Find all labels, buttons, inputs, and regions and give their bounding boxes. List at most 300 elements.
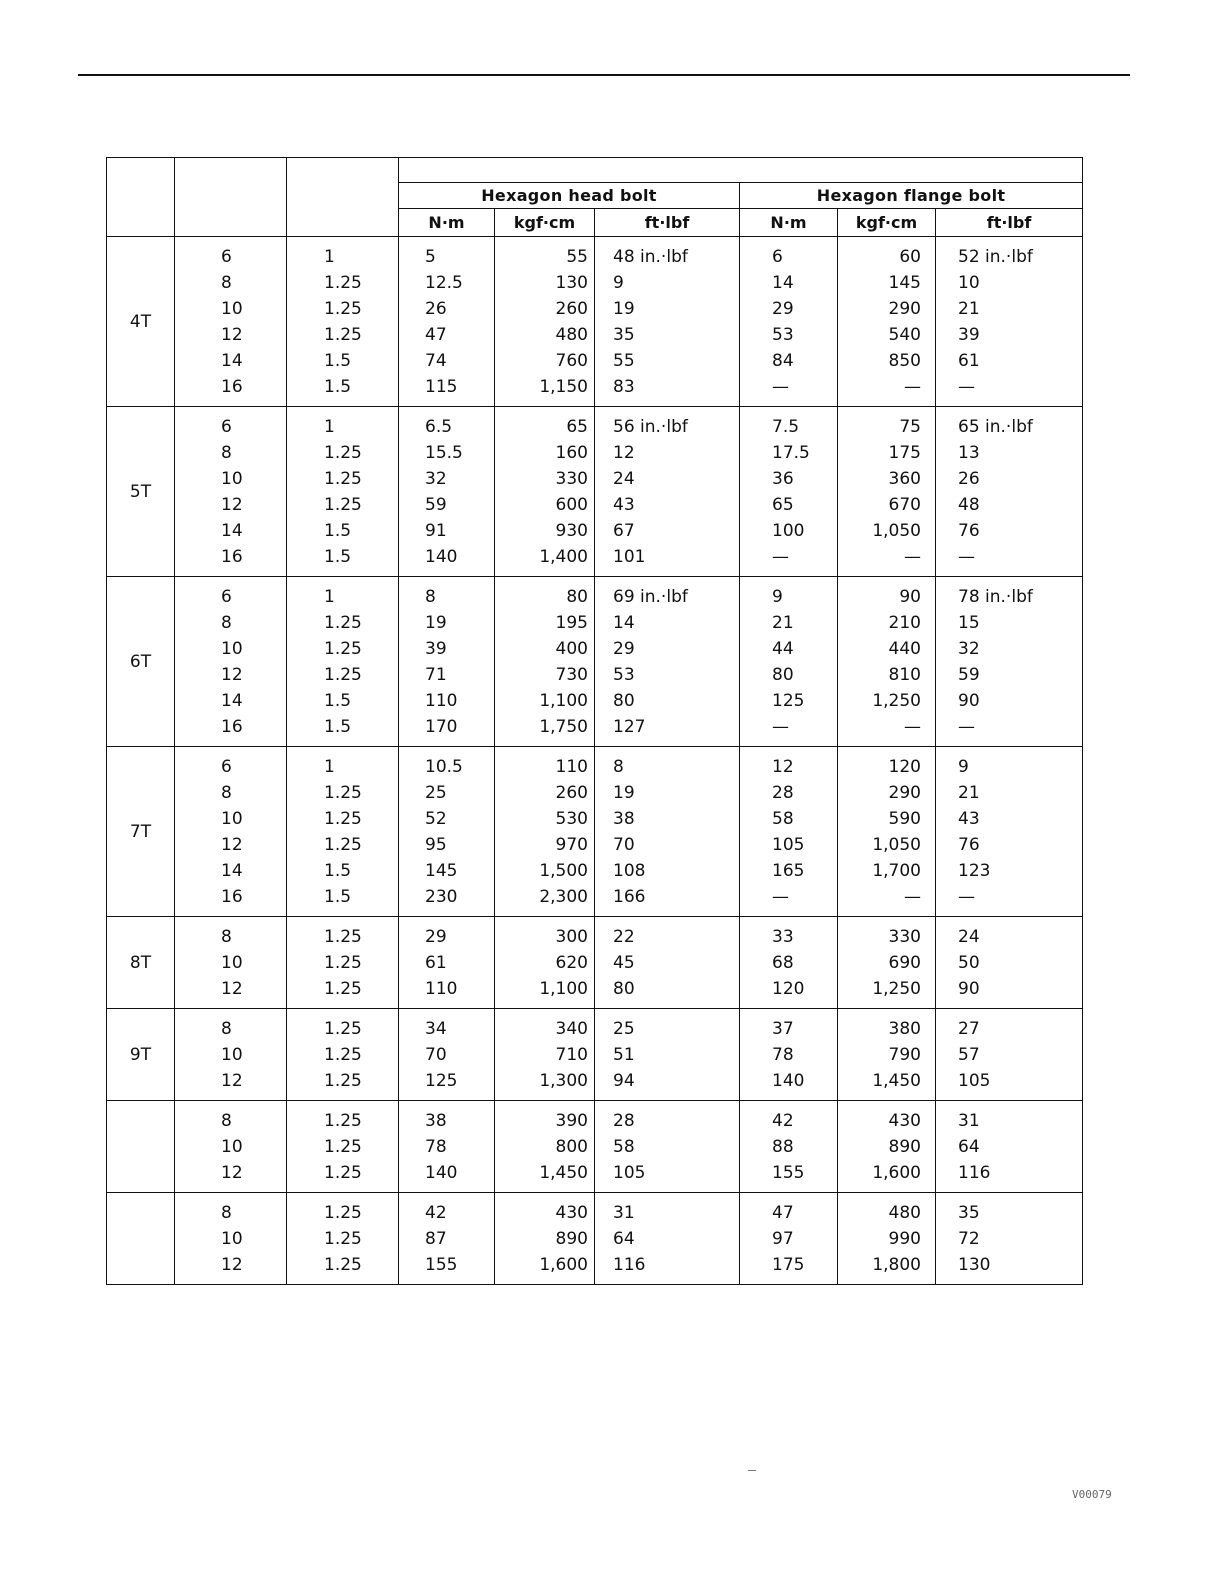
head-kgfcm-column bbox=[495, 577, 595, 747]
flange-nm-value: 6 bbox=[772, 247, 783, 267]
flange-kgfcm-value: 1,800 bbox=[872, 1255, 921, 1275]
flange-ftlbf-value: 39 bbox=[958, 325, 980, 345]
diameter-value: 10 bbox=[221, 299, 243, 319]
flange-ftlbf-value: 52 in.·lbf bbox=[958, 247, 1033, 267]
head-nm-value: 70 bbox=[425, 1045, 447, 1065]
pitch-value: 1.25 bbox=[324, 613, 362, 633]
strength-class-group bbox=[107, 1101, 1083, 1193]
head-ftlbf-value: 69 in.·lbf bbox=[613, 587, 688, 607]
head-kgfcm-value: 1,450 bbox=[539, 1163, 588, 1183]
head-ftlbf-column bbox=[595, 747, 740, 917]
head-nm-value: 32 bbox=[425, 469, 447, 489]
head-kgfcm-value: 930 bbox=[555, 521, 588, 541]
flange-ftlbf-value: 105 bbox=[958, 1071, 991, 1091]
pitch-value: 1.5 bbox=[324, 377, 352, 397]
head-ftlbf-value: 53 bbox=[613, 665, 635, 685]
diameter-column bbox=[175, 1193, 287, 1285]
unit-header: ft·lbf bbox=[595, 209, 740, 237]
pitch-value: 1.25 bbox=[324, 783, 362, 803]
head-nm-value: 140 bbox=[425, 1163, 458, 1183]
strength-class-group bbox=[107, 917, 1083, 1009]
head-kgfcm-value: 330 bbox=[555, 469, 588, 489]
flange-nm-value: 58 bbox=[772, 809, 794, 829]
flange-kgfcm-value: — bbox=[904, 717, 921, 737]
pitch-value: 1.25 bbox=[324, 299, 362, 319]
head-kgfcm-value: 970 bbox=[555, 835, 588, 855]
head-nm-value: 170 bbox=[425, 717, 458, 737]
head-ftlbf-value: 9 bbox=[613, 273, 624, 293]
diameter-value: 8 bbox=[221, 927, 232, 947]
diameter-value: 6 bbox=[221, 247, 232, 267]
diameter-value: 10 bbox=[221, 1045, 243, 1065]
pitch-value: 1.25 bbox=[324, 1045, 362, 1065]
diameter-value: 12 bbox=[221, 1255, 243, 1275]
head-nm-value: 125 bbox=[425, 1071, 458, 1091]
head-ftlbf-value: 35 bbox=[613, 325, 635, 345]
flange-nm-value: 12 bbox=[772, 757, 794, 777]
strength-class-label: 7T bbox=[107, 747, 175, 917]
diameter-value: 8 bbox=[221, 1111, 232, 1131]
flange-ftlbf-column bbox=[936, 1009, 1083, 1101]
head-nm-column bbox=[399, 747, 495, 917]
head-ftlbf-value: 22 bbox=[613, 927, 635, 947]
pitch-value: 1 bbox=[324, 587, 335, 607]
unit-header: kgf·cm bbox=[495, 209, 595, 237]
flange-ftlbf-value: 64 bbox=[958, 1137, 980, 1157]
head-nm-value: 34 bbox=[425, 1019, 447, 1039]
strength-class-label: 6T bbox=[107, 577, 175, 747]
head-ftlbf-value: 70 bbox=[613, 835, 635, 855]
head-ftlbf-value: 24 bbox=[613, 469, 635, 489]
head-nm-value: 29 bbox=[425, 927, 447, 947]
pitch-value: 1.5 bbox=[324, 717, 352, 737]
flange-ftlbf-value: 10 bbox=[958, 273, 980, 293]
head-kgfcm-value: 260 bbox=[555, 299, 588, 319]
diameter-column bbox=[175, 747, 287, 917]
flange-kgfcm-value: 890 bbox=[888, 1137, 921, 1157]
diameter-value: 10 bbox=[221, 953, 243, 973]
flange-nm-value: 78 bbox=[772, 1045, 794, 1065]
flange-kgfcm-value: 1,600 bbox=[872, 1163, 921, 1183]
pitch-value: 1.25 bbox=[324, 1255, 362, 1275]
head-nm-value: 91 bbox=[425, 521, 447, 541]
head-kgfcm-column bbox=[495, 917, 595, 1009]
head-kgfcm-value: 300 bbox=[555, 927, 588, 947]
head-kgfcm-value: 65 bbox=[566, 417, 588, 437]
head-ftlbf-value: 55 bbox=[613, 351, 635, 371]
head-kgfcm-value: 1,150 bbox=[539, 377, 588, 397]
diameter-value: 12 bbox=[221, 325, 243, 345]
flange-nm-value: 14 bbox=[772, 273, 794, 293]
flange-ftlbf-value: — bbox=[958, 717, 975, 737]
head-nm-column bbox=[399, 1193, 495, 1285]
pitch-value: 1.5 bbox=[324, 351, 352, 371]
flange-ftlbf-value: 31 bbox=[958, 1111, 980, 1131]
flange-ftlbf-value: 48 bbox=[958, 495, 980, 515]
flange-ftlbf-value: 61 bbox=[958, 351, 980, 371]
unit-header: kgf·cm bbox=[838, 209, 936, 237]
diameter-value: 12 bbox=[221, 835, 243, 855]
head-nm-value: 110 bbox=[425, 979, 458, 999]
flange-nm-column bbox=[740, 747, 838, 917]
flange-kgfcm-value: 290 bbox=[888, 299, 921, 319]
head-nm-value: 155 bbox=[425, 1255, 458, 1275]
flange-kgfcm-value: — bbox=[904, 887, 921, 907]
head-nm-value: 8 bbox=[425, 587, 436, 607]
pitch-column bbox=[287, 577, 399, 747]
flange-kgfcm-value: 60 bbox=[899, 247, 921, 267]
header-torque-cell bbox=[399, 158, 1083, 183]
head-kgfcm-value: 55 bbox=[566, 247, 588, 267]
diameter-value: 10 bbox=[221, 809, 243, 829]
flange-ftlbf-value: 72 bbox=[958, 1229, 980, 1249]
flange-ftlbf-value: 21 bbox=[958, 299, 980, 319]
head-ftlbf-value: 58 bbox=[613, 1137, 635, 1157]
flange-kgfcm-value: 690 bbox=[888, 953, 921, 973]
diameter-column bbox=[175, 237, 287, 407]
flange-nm-value: — bbox=[772, 717, 789, 737]
head-kgfcm-value: 340 bbox=[555, 1019, 588, 1039]
flange-kgfcm-column bbox=[838, 407, 936, 577]
flange-nm-value: 53 bbox=[772, 325, 794, 345]
diameter-value: 16 bbox=[221, 547, 243, 567]
flange-kgfcm-value: 430 bbox=[888, 1111, 921, 1131]
flange-nm-value: 68 bbox=[772, 953, 794, 973]
diameter-value: 12 bbox=[221, 1163, 243, 1183]
head-kgfcm-value: 1,100 bbox=[539, 691, 588, 711]
flange-kgfcm-value: 480 bbox=[888, 1203, 921, 1223]
pitch-value: 1.5 bbox=[324, 887, 352, 907]
flange-ftlbf-value: 24 bbox=[958, 927, 980, 947]
flange-nm-value: 37 bbox=[772, 1019, 794, 1039]
head-kgfcm-column bbox=[495, 1193, 595, 1285]
flange-nm-value: — bbox=[772, 547, 789, 567]
head-nm-column bbox=[399, 577, 495, 747]
head-kgfcm-value: 730 bbox=[555, 665, 588, 685]
flange-kgfcm-column bbox=[838, 577, 936, 747]
strength-class-group bbox=[107, 1009, 1083, 1101]
diameter-value: 10 bbox=[221, 469, 243, 489]
diameter-column bbox=[175, 1101, 287, 1193]
flange-ftlbf-value: 57 bbox=[958, 1045, 980, 1065]
flange-nm-value: 33 bbox=[772, 927, 794, 947]
flange-ftlbf-value: 26 bbox=[958, 469, 980, 489]
head-ftlbf-column bbox=[595, 1193, 740, 1285]
head-nm-column bbox=[399, 407, 495, 577]
head-kgfcm-column bbox=[495, 1009, 595, 1101]
flange-nm-value: 65 bbox=[772, 495, 794, 515]
head-nm-value: 25 bbox=[425, 783, 447, 803]
head-kgfcm-value: 390 bbox=[555, 1111, 588, 1131]
head-kgfcm-value: 800 bbox=[555, 1137, 588, 1157]
diameter-column bbox=[175, 577, 287, 747]
flange-ftlbf-value: — bbox=[958, 377, 975, 397]
head-nm-value: 78 bbox=[425, 1137, 447, 1157]
head-nm-column bbox=[399, 1009, 495, 1101]
flange-kgfcm-value: 1,250 bbox=[872, 691, 921, 711]
head-ftlbf-value: 29 bbox=[613, 639, 635, 659]
pitch-value: 1.25 bbox=[324, 927, 362, 947]
flange-kgfcm-value: 1,700 bbox=[872, 861, 921, 881]
flange-kgfcm-value: 670 bbox=[888, 495, 921, 515]
head-kgfcm-value: 1,600 bbox=[539, 1255, 588, 1275]
head-ftlbf-column bbox=[595, 577, 740, 747]
head-nm-column bbox=[399, 1101, 495, 1193]
pitch-value: 1.25 bbox=[324, 325, 362, 345]
head-kgfcm-value: 1,100 bbox=[539, 979, 588, 999]
head-nm-value: 38 bbox=[425, 1111, 447, 1131]
diameter-value: 6 bbox=[221, 587, 232, 607]
head-nm-value: 47 bbox=[425, 325, 447, 345]
flange-ftlbf-value: — bbox=[958, 547, 975, 567]
pitch-value: 1 bbox=[324, 757, 335, 777]
pitch-column bbox=[287, 407, 399, 577]
head-kgfcm-value: 110 bbox=[555, 757, 588, 777]
head-ftlbf-value: 8 bbox=[613, 757, 624, 777]
head-nm-value: 230 bbox=[425, 887, 458, 907]
diameter-value: 12 bbox=[221, 979, 243, 999]
torque-table bbox=[106, 157, 1083, 1285]
pitch-column bbox=[287, 1101, 399, 1193]
unit-header: N·m bbox=[399, 209, 495, 237]
head-ftlbf-column bbox=[595, 1009, 740, 1101]
flange-ftlbf-value: 59 bbox=[958, 665, 980, 685]
flange-nm-column bbox=[740, 1101, 838, 1193]
flange-kgfcm-value: 360 bbox=[888, 469, 921, 489]
head-ftlbf-value: 80 bbox=[613, 691, 635, 711]
flange-nm-value: 140 bbox=[772, 1071, 805, 1091]
pitch-value: 1.25 bbox=[324, 835, 362, 855]
head-nm-column bbox=[399, 237, 495, 407]
strength-class-group bbox=[107, 747, 1083, 917]
diameter-value: 8 bbox=[221, 273, 232, 293]
head-kgfcm-value: 80 bbox=[566, 587, 588, 607]
head-ftlbf-value: 101 bbox=[613, 547, 646, 567]
pitch-column bbox=[287, 1009, 399, 1101]
head-kgfcm-column bbox=[495, 237, 595, 407]
strength-class-label bbox=[107, 1101, 175, 1193]
head-nm-value: 6.5 bbox=[425, 417, 453, 437]
head-ftlbf-value: 48 in.·lbf bbox=[613, 247, 688, 267]
flange-kgfcm-column bbox=[838, 1009, 936, 1101]
diameter-value: 14 bbox=[221, 691, 243, 711]
head-kgfcm-column bbox=[495, 747, 595, 917]
head-ftlbf-value: 31 bbox=[613, 1203, 635, 1223]
flange-nm-column bbox=[740, 1193, 838, 1285]
pitch-value: 1.25 bbox=[324, 1229, 362, 1249]
pitch-value: 1.25 bbox=[324, 1071, 362, 1091]
head-ftlbf-value: 116 bbox=[613, 1255, 646, 1275]
pitch-value: 1.5 bbox=[324, 691, 352, 711]
diameter-value: 8 bbox=[221, 1019, 232, 1039]
head-ftlbf-value: 28 bbox=[613, 1111, 635, 1131]
pitch-value: 1.25 bbox=[324, 273, 362, 293]
scan-mark bbox=[748, 1470, 756, 1471]
head-ftlbf-value: 43 bbox=[613, 495, 635, 515]
flange-kgfcm-column bbox=[838, 917, 936, 1009]
pitch-value: 1.25 bbox=[324, 1137, 362, 1157]
pitch-column bbox=[287, 747, 399, 917]
flange-ftlbf-value: 123 bbox=[958, 861, 991, 881]
pitch-value: 1.25 bbox=[324, 639, 362, 659]
strength-class-group bbox=[107, 407, 1083, 577]
diameter-value: 12 bbox=[221, 1071, 243, 1091]
flange-ftlbf-column bbox=[936, 407, 1083, 577]
head-ftlbf-value: 67 bbox=[613, 521, 635, 541]
flange-kgfcm-value: 330 bbox=[888, 927, 921, 947]
pitch-value: 1.25 bbox=[324, 1163, 362, 1183]
flange-nm-value: 120 bbox=[772, 979, 805, 999]
head-nm-value: 95 bbox=[425, 835, 447, 855]
flange-nm-value: 97 bbox=[772, 1229, 794, 1249]
flange-ftlbf-value: 50 bbox=[958, 953, 980, 973]
flange-ftlbf-column bbox=[936, 747, 1083, 917]
pitch-value: 1.5 bbox=[324, 521, 352, 541]
strength-class-group bbox=[107, 237, 1083, 407]
diameter-value: 14 bbox=[221, 351, 243, 371]
strength-class-label: 9T bbox=[107, 1009, 175, 1101]
head-ftlbf-value: 108 bbox=[613, 861, 646, 881]
diameter-value: 10 bbox=[221, 639, 243, 659]
pitch-value: 1.25 bbox=[324, 665, 362, 685]
pitch-column bbox=[287, 917, 399, 1009]
flange-nm-column bbox=[740, 407, 838, 577]
flange-kgfcm-value: 440 bbox=[888, 639, 921, 659]
flange-ftlbf-column bbox=[936, 237, 1083, 407]
flange-kgfcm-value: 990 bbox=[888, 1229, 921, 1249]
head-ftlbf-value: 127 bbox=[613, 717, 646, 737]
head-ftlbf-value: 45 bbox=[613, 953, 635, 973]
flange-kgfcm-value: 290 bbox=[888, 783, 921, 803]
head-ftlbf-column bbox=[595, 407, 740, 577]
head-ftlbf-column bbox=[595, 237, 740, 407]
head-kgfcm-value: 760 bbox=[555, 351, 588, 371]
head-nm-value: 61 bbox=[425, 953, 447, 973]
pitch-value: 1 bbox=[324, 417, 335, 437]
flange-nm-column bbox=[740, 577, 838, 747]
header-diameter-cell bbox=[175, 158, 287, 237]
flange-kgfcm-value: 380 bbox=[888, 1019, 921, 1039]
head-nm-value: 110 bbox=[425, 691, 458, 711]
flange-kgfcm-value: 145 bbox=[888, 273, 921, 293]
head-kgfcm-value: 1,400 bbox=[539, 547, 588, 567]
head-nm-value: 140 bbox=[425, 547, 458, 567]
flange-kgfcm-value: — bbox=[904, 377, 921, 397]
pitch-value: 1 bbox=[324, 247, 335, 267]
flange-nm-column bbox=[740, 237, 838, 407]
diameter-column bbox=[175, 917, 287, 1009]
flange-ftlbf-value: 76 bbox=[958, 521, 980, 541]
flange-kgfcm-value: — bbox=[904, 547, 921, 567]
head-ftlbf-value: 83 bbox=[613, 377, 635, 397]
flange-kgfcm-value: 590 bbox=[888, 809, 921, 829]
hex-head-bolt-header: Hexagon head bolt bbox=[399, 183, 740, 209]
flange-nm-value: — bbox=[772, 377, 789, 397]
head-nm-value: 19 bbox=[425, 613, 447, 633]
unit-header: ft·lbf bbox=[936, 209, 1083, 237]
pitch-value: 1.25 bbox=[324, 1111, 362, 1131]
flange-kgfcm-value: 810 bbox=[888, 665, 921, 685]
head-ftlbf-column bbox=[595, 1101, 740, 1193]
flange-ftlbf-value: 90 bbox=[958, 979, 980, 999]
diameter-value: 16 bbox=[221, 717, 243, 737]
header-pitch-cell bbox=[287, 158, 399, 237]
flange-kgfcm-column bbox=[838, 1101, 936, 1193]
flange-kgfcm-value: 540 bbox=[888, 325, 921, 345]
flange-nm-value: 155 bbox=[772, 1163, 805, 1183]
pitch-value: 1.25 bbox=[324, 443, 362, 463]
diameter-value: 16 bbox=[221, 887, 243, 907]
pitch-column bbox=[287, 237, 399, 407]
head-nm-value: 15.5 bbox=[425, 443, 463, 463]
pitch-column bbox=[287, 1193, 399, 1285]
diameter-value: 8 bbox=[221, 613, 232, 633]
head-nm-value: 12.5 bbox=[425, 273, 463, 293]
pitch-value: 1.25 bbox=[324, 469, 362, 489]
head-nm-value: 74 bbox=[425, 351, 447, 371]
flange-nm-value: 36 bbox=[772, 469, 794, 489]
head-kgfcm-value: 1,500 bbox=[539, 861, 588, 881]
strength-class-label bbox=[107, 1193, 175, 1285]
head-nm-value: 5 bbox=[425, 247, 436, 267]
head-ftlbf-value: 166 bbox=[613, 887, 646, 907]
diameter-value: 12 bbox=[221, 665, 243, 685]
head-ftlbf-value: 12 bbox=[613, 443, 635, 463]
head-ftlbf-value: 19 bbox=[613, 299, 635, 319]
head-nm-value: 10.5 bbox=[425, 757, 463, 777]
strength-class-label: 5T bbox=[107, 407, 175, 577]
flange-ftlbf-column bbox=[936, 1101, 1083, 1193]
flange-kgfcm-column bbox=[838, 1193, 936, 1285]
head-kgfcm-value: 400 bbox=[555, 639, 588, 659]
flange-nm-value: 42 bbox=[772, 1111, 794, 1131]
head-nm-value: 52 bbox=[425, 809, 447, 829]
flange-nm-value: 44 bbox=[772, 639, 794, 659]
flange-kgfcm-value: 790 bbox=[888, 1045, 921, 1065]
flange-kgfcm-value: 1,250 bbox=[872, 979, 921, 999]
flange-ftlbf-value: 27 bbox=[958, 1019, 980, 1039]
flange-ftlbf-value: — bbox=[958, 887, 975, 907]
flange-nm-value: 165 bbox=[772, 861, 805, 881]
flange-kgfcm-value: 120 bbox=[888, 757, 921, 777]
diameter-value: 8 bbox=[221, 1203, 232, 1223]
head-kgfcm-value: 1,750 bbox=[539, 717, 588, 737]
flange-nm-value: 9 bbox=[772, 587, 783, 607]
head-kgfcm-value: 890 bbox=[555, 1229, 588, 1249]
diameter-value: 10 bbox=[221, 1229, 243, 1249]
flange-ftlbf-column bbox=[936, 1193, 1083, 1285]
head-kgfcm-value: 260 bbox=[555, 783, 588, 803]
strength-class-label: 4T bbox=[107, 237, 175, 407]
flange-nm-column bbox=[740, 917, 838, 1009]
flange-kgfcm-value: 90 bbox=[899, 587, 921, 607]
flange-ftlbf-value: 65 in.·lbf bbox=[958, 417, 1033, 437]
head-nm-value: 145 bbox=[425, 861, 458, 881]
hex-flange-bolt-header: Hexagon flange bolt bbox=[740, 183, 1083, 209]
flange-ftlbf-value: 90 bbox=[958, 691, 980, 711]
pitch-value: 1.25 bbox=[324, 979, 362, 999]
flange-kgfcm-value: 1,050 bbox=[872, 835, 921, 855]
head-kgfcm-value: 160 bbox=[555, 443, 588, 463]
head-kgfcm-value: 600 bbox=[555, 495, 588, 515]
strength-class-group bbox=[107, 1193, 1083, 1285]
head-ftlbf-value: 94 bbox=[613, 1071, 635, 1091]
head-kgfcm-value: 130 bbox=[555, 273, 588, 293]
head-nm-value: 26 bbox=[425, 299, 447, 319]
pitch-value: 1.25 bbox=[324, 495, 362, 515]
flange-ftlbf-value: 116 bbox=[958, 1163, 991, 1183]
head-kgfcm-value: 530 bbox=[555, 809, 588, 829]
